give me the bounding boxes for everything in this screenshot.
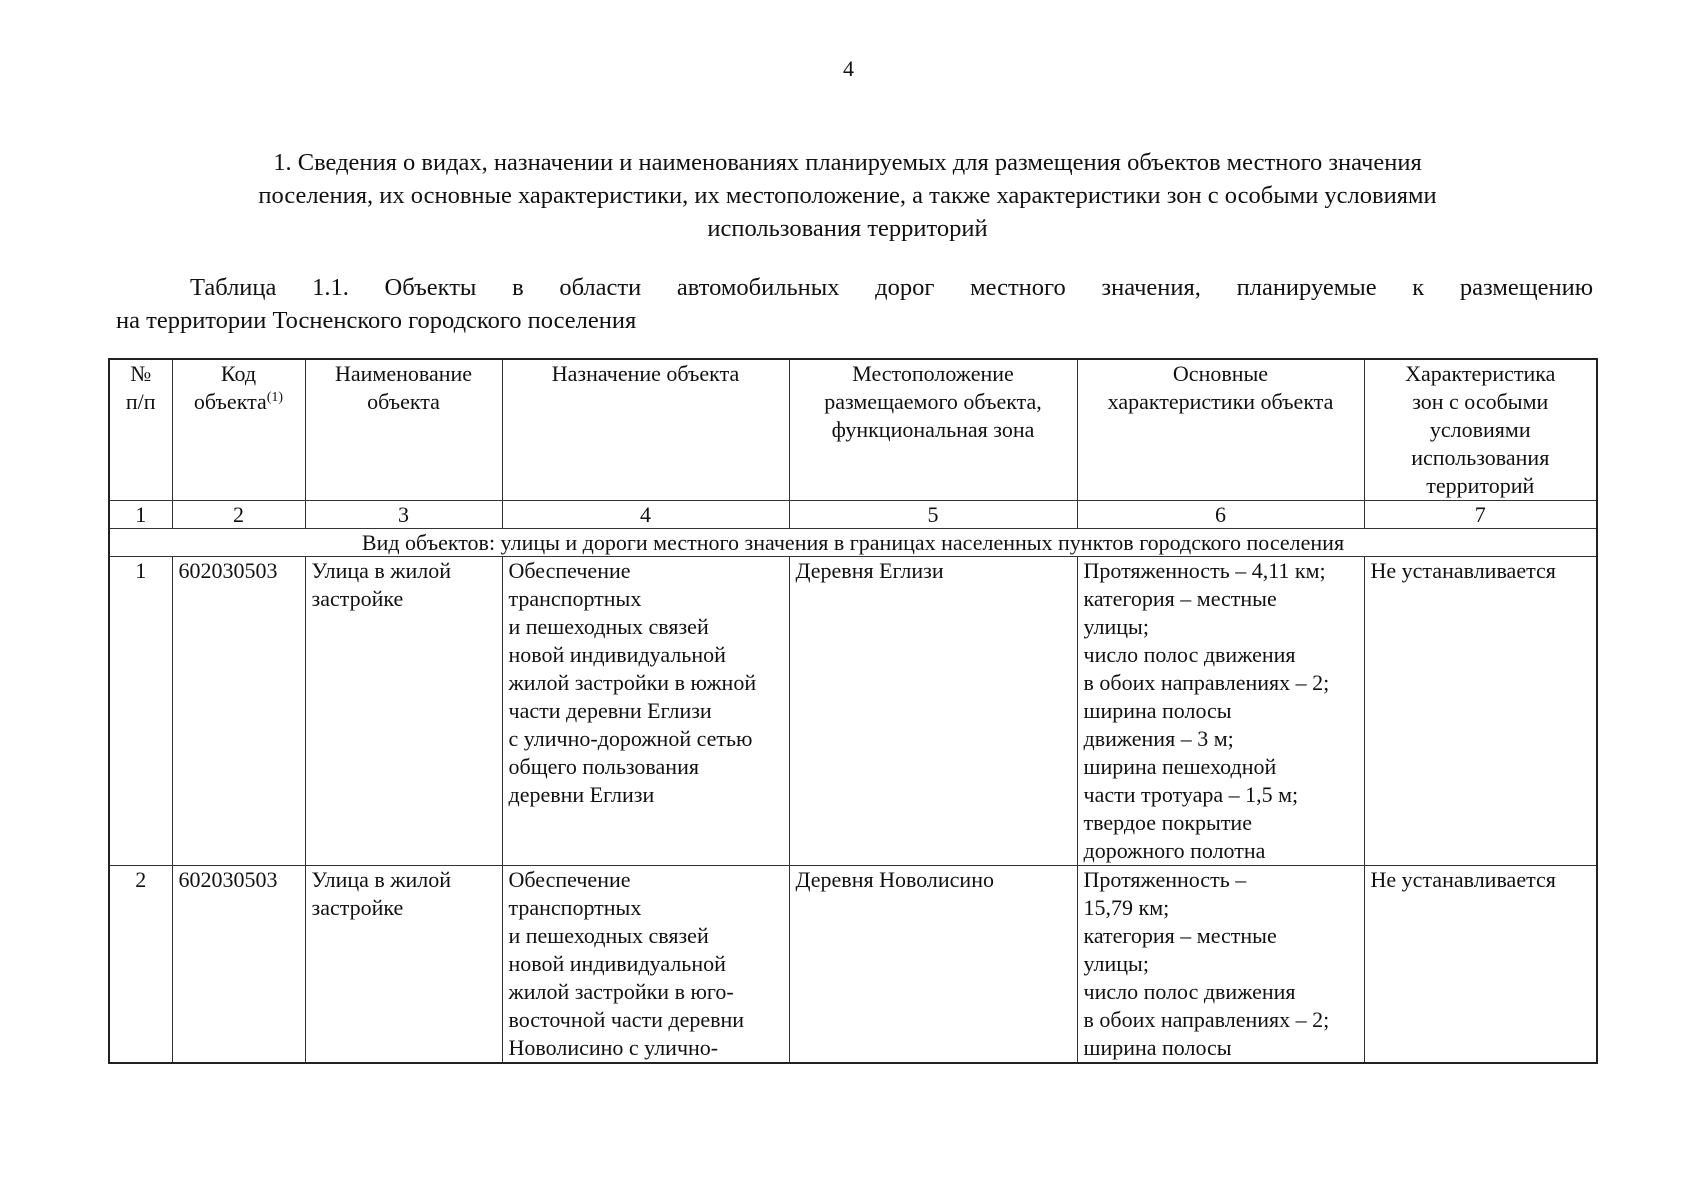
column-number: 6 (1077, 501, 1364, 529)
cell-line: в обоих направлениях – 2; (1083, 670, 1330, 695)
cell-line: Новолисино с улично- (508, 1035, 719, 1060)
cell-line: общего пользования (508, 754, 699, 779)
cell-line: ширина полосы (1083, 698, 1232, 723)
object-location: Деревня Еглизи (789, 557, 1077, 866)
header-text: Характеристика (1405, 361, 1556, 386)
cell-line: Улица в жилой (311, 558, 451, 583)
object-location: Деревня Новолисино (789, 866, 1077, 1064)
objects-table (108, 358, 1598, 1064)
header-text: зон с особыми (1412, 389, 1549, 414)
cell-line: число полос движения (1083, 642, 1296, 667)
cell-line: в обоих направлениях – 2; (1083, 1007, 1330, 1032)
column-number: 4 (502, 501, 789, 529)
cell-line: Обеспечение (508, 558, 631, 583)
header-text: функциональная зона (831, 417, 1035, 442)
header-text: территорий (1426, 473, 1535, 498)
header-text: п/п (125, 389, 156, 414)
cell-line: движения – 3 м; (1083, 726, 1234, 751)
cell-line: транспортных (508, 895, 642, 920)
header-text (179, 388, 299, 416)
table-row (109, 557, 1597, 866)
cell-line: улицы; (1083, 951, 1149, 976)
header-text: Код (220, 361, 257, 386)
column-number: 2 (172, 501, 305, 529)
cell-line: Протяженность – (1083, 867, 1247, 892)
cell-line: застройке (311, 895, 404, 920)
object-zone: Не устанавливается (1364, 866, 1597, 1064)
cell-line: застройке (311, 586, 404, 611)
column-number: 5 (789, 501, 1077, 529)
table-caption-line: на территории Тосненского городского поселения (116, 307, 637, 334)
cell-line: жилой застройки в южной (508, 670, 757, 695)
cell-line: новой индивидуальной (508, 642, 726, 667)
cell-line: деревни Еглизи (508, 782, 655, 807)
object-code: 602030503 (172, 557, 305, 866)
header-cell-location (789, 359, 1077, 501)
cell-line: новой индивидуальной (508, 951, 726, 976)
row-number: 1 (109, 557, 172, 866)
header-cell-name (305, 359, 502, 501)
header-text: Назначение объекта (551, 361, 740, 386)
cell-line: с улично-дорожной сетью (508, 726, 753, 751)
cell-line: Обеспечение (508, 867, 631, 892)
header-text: объекта (367, 389, 440, 414)
table-row (109, 866, 1597, 1064)
page-number: 4 (843, 56, 854, 81)
table-caption-line: Таблица 1.1. Объекты в области автомобильных дорог местного значения, планируемые к размещению (190, 274, 1593, 301)
header-text: объекта (193, 389, 267, 414)
cell-line: части деревни Еглизи (508, 698, 712, 723)
header-cell-num (109, 359, 172, 501)
header-text: Местоположение (852, 361, 1014, 386)
column-number: 7 (1364, 501, 1597, 529)
cell-line: ширина пешеходной (1083, 754, 1277, 779)
cell-line: жилой застройки в юго- (508, 979, 734, 1004)
object-characteristics (1077, 557, 1364, 866)
header-cell-zone (1364, 359, 1597, 501)
object-code: 602030503 (172, 866, 305, 1064)
cell-line: категория – местные (1083, 923, 1277, 948)
cell-line: и пешеходных связей (508, 614, 709, 639)
cell-line: Протяженность – 4,11 км; (1083, 558, 1326, 583)
row-number: 2 (109, 866, 172, 1064)
cell-line: восточной части деревни (508, 1007, 745, 1032)
object-characteristics (1077, 866, 1364, 1064)
column-number-row (109, 501, 1597, 529)
section-heading-line: использования территорий (707, 215, 988, 242)
cell-line: число полос движения (1083, 979, 1296, 1004)
object-name (305, 557, 502, 866)
header-text: Наименование (334, 361, 473, 386)
section-heading (150, 146, 1545, 245)
header-cell-code (172, 359, 305, 501)
footnote-marker: (1) (266, 390, 284, 405)
object-zone: Не устанавливается (1364, 557, 1597, 866)
header-cell-purpose (502, 359, 789, 501)
cell-line: и пешеходных связей (508, 923, 709, 948)
section-heading-line: 1. Сведения о видах, назначении и наименованиях планируемых для размещения объектов местного значения (273, 149, 1422, 176)
group-row (109, 529, 1597, 557)
object-purpose (502, 557, 789, 866)
table-caption (116, 271, 1593, 337)
cell-line: Улица в жилой (311, 867, 451, 892)
object-name (305, 866, 502, 1064)
header-cell-characteristics (1077, 359, 1364, 501)
cell-line: улицы; (1083, 614, 1149, 639)
section-heading-line: поселения, их основные характеристики, их местоположение, а также характеристики зон с особыми условиями (258, 182, 1437, 209)
cell-line: категория – местные (1083, 586, 1277, 611)
cell-line: дорожного полотна (1083, 838, 1266, 863)
header-text: № (130, 361, 152, 386)
cell-line: твердое покрытие (1083, 810, 1252, 835)
group-title: Вид объектов: улицы и дороги местного значения в границах населенных пунктов городского поселения (109, 529, 1597, 557)
header-text: использования (1411, 445, 1550, 470)
column-number: 3 (305, 501, 502, 529)
column-number: 1 (109, 501, 172, 529)
object-purpose (502, 866, 789, 1064)
header-text: характеристики объекта (1107, 389, 1334, 414)
header-text: условиями (1429, 417, 1531, 442)
header-text: Основные (1172, 361, 1269, 386)
header-text: размещаемого объекта, (824, 389, 1042, 414)
table-header-row (109, 359, 1597, 501)
cell-line: 15,79 км; (1083, 895, 1170, 920)
cell-line: ширина полосы (1083, 1035, 1232, 1060)
cell-line: части тротуара – 1,5 м; (1083, 782, 1299, 807)
cell-line: транспортных (508, 586, 642, 611)
